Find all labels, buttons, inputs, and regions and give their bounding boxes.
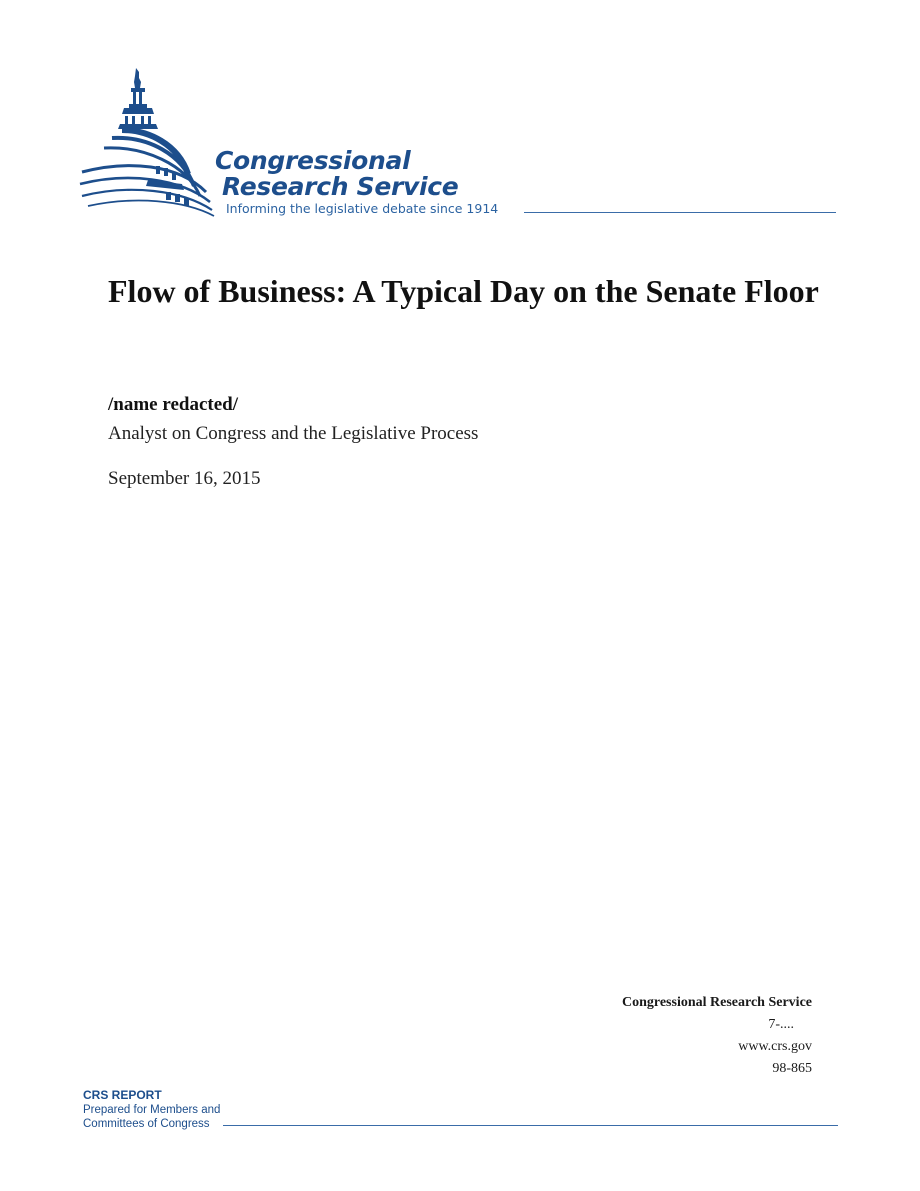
author-name: /name redacted/ <box>108 394 238 415</box>
logo-name-line2: Research Service <box>222 172 459 201</box>
crs-logo <box>78 64 838 224</box>
report-date: September 16, 2015 <box>108 468 261 489</box>
publisher-website: www.crs.gov <box>738 1039 812 1054</box>
footer-divider <box>223 1125 838 1126</box>
author-title: Analyst on Congress and the Legislative Process <box>108 423 479 444</box>
report-title: Flow of Business: A Typical Day on the Senate Floor <box>108 273 819 309</box>
publisher-info <box>622 992 812 1080</box>
logo-tagline: Informing the legislative debate since 1914 <box>226 201 499 216</box>
footer-line1: Prepared for Members and <box>83 1104 221 1116</box>
publisher-phone: 7-.... <box>768 1017 794 1032</box>
publisher-name: Congressional Research Service <box>621 995 812 1010</box>
logo-divider <box>524 212 836 213</box>
footer-label: CRS REPORT <box>83 1088 162 1102</box>
footer-line2: Committees of Congress <box>83 1118 210 1130</box>
logo-name-line1: Congressional <box>215 146 411 175</box>
crs-report-footer <box>83 1088 838 1132</box>
capitol-dome-icon <box>78 64 223 219</box>
report-number: 98-865 <box>772 1061 812 1076</box>
